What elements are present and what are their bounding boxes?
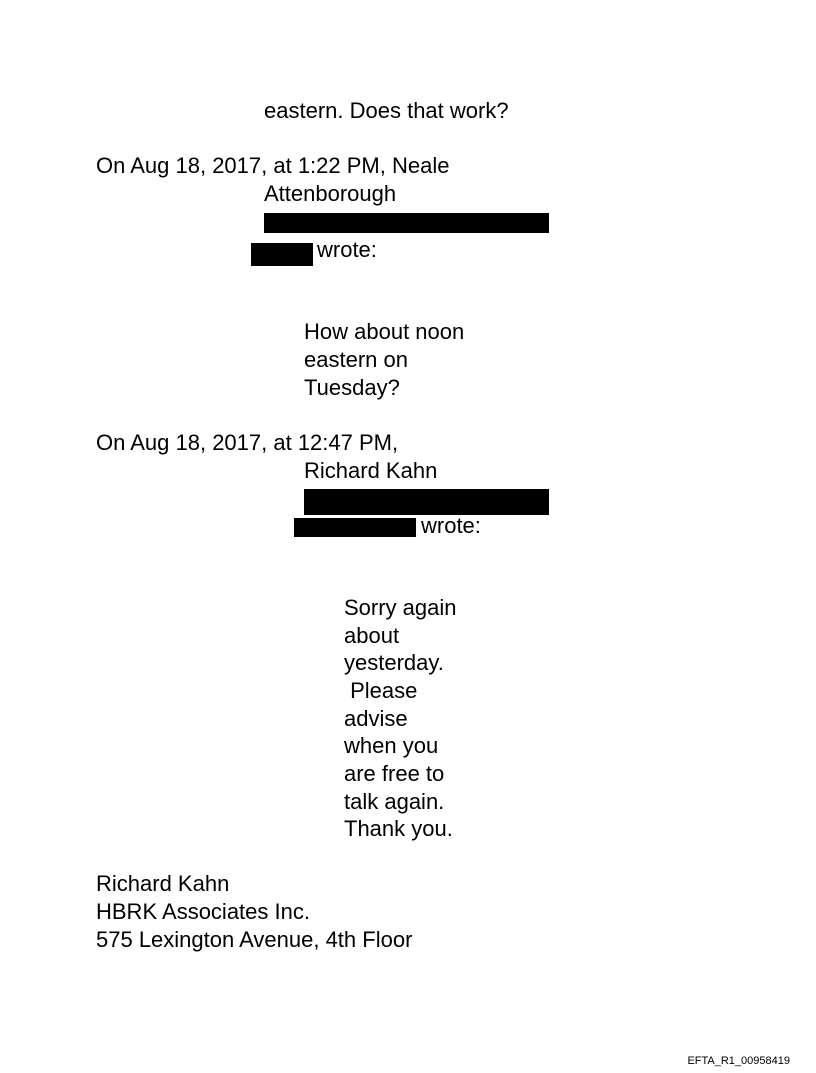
quote-2-line: about bbox=[344, 623, 400, 648]
quote-header-1-line-2: Attenborough bbox=[264, 181, 397, 206]
quote-1-line: Tuesday? bbox=[304, 375, 400, 400]
document-id: EFTA_R1_00958419 bbox=[687, 1055, 790, 1067]
redaction-block bbox=[294, 518, 416, 537]
quote-header-2-line-1: On Aug 18, 2017, at 12:47 PM, bbox=[96, 430, 399, 455]
redaction-block bbox=[251, 243, 313, 266]
quote-2-line: are free to bbox=[344, 761, 445, 786]
redaction-block bbox=[264, 213, 549, 233]
signature-company: HBRK Associates Inc. bbox=[96, 899, 310, 924]
quote-header-2-wrote: wrote: bbox=[421, 513, 481, 538]
quote-1-line: How about noon bbox=[304, 319, 465, 344]
quote-2-line: advise bbox=[344, 706, 408, 731]
quote-2-line: yesterday. bbox=[344, 650, 444, 675]
quote-2-line: when you bbox=[344, 733, 439, 758]
quote-2-line: Please bbox=[344, 678, 418, 703]
quote-header-1-wrote: wrote: bbox=[317, 237, 377, 262]
reply-text: eastern. Does that work? bbox=[264, 98, 509, 123]
signature-name: Richard Kahn bbox=[96, 871, 230, 896]
quote-header-2-line-2: Richard Kahn bbox=[304, 458, 438, 483]
quote-header-1-line-1: On Aug 18, 2017, at 1:22 PM, Neale bbox=[96, 153, 450, 178]
signature-address: 575 Lexington Avenue, 4th Floor bbox=[96, 927, 413, 952]
quote-2-line: Sorry again bbox=[344, 595, 457, 620]
quote-2-line: Thank you. bbox=[344, 816, 453, 841]
quote-2-line: talk again. bbox=[344, 789, 445, 814]
quote-1-line: eastern on bbox=[304, 347, 408, 372]
